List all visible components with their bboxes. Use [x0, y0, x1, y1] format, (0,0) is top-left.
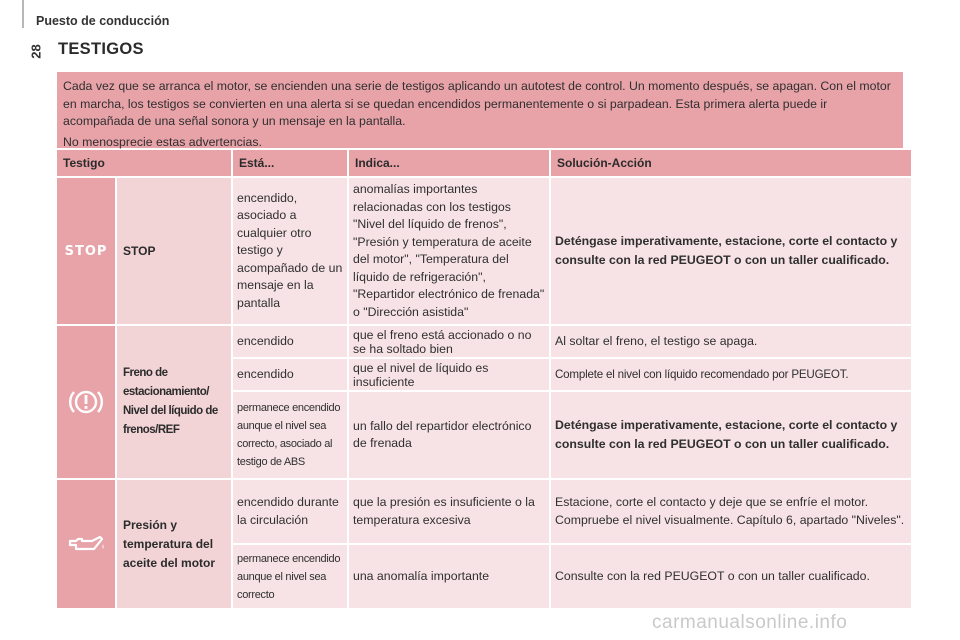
stop-solucion: Deténgase imperativamente, estacione, corte el contacto y consulte con la red PEUGEOT o con un taller cualificado. [551, 178, 911, 324]
oil-row2-indica: una anomalía importante [349, 545, 549, 608]
section-header: Puesto de conducción [36, 14, 170, 28]
brake-row1-solucion: Al soltar el freno, el testigo se apaga. [551, 326, 911, 357]
brake-row2-indica: que el nivel de líquido es insuficiente [349, 359, 549, 390]
oil-can-icon [66, 533, 106, 555]
oil-row1-solucion: Estacione, corte el contacto y deje que se enfríe el motor. Compruebe el nivel visualmente. Capítulo 6, apartado "Niveles". [551, 480, 911, 543]
stop-icon-cell [57, 178, 115, 324]
oil-row1-esta: encendido durante la circulación [233, 480, 347, 543]
intro-box [57, 72, 903, 148]
stop-icon: STOP [64, 243, 108, 259]
brake-warning-icon [68, 387, 104, 417]
brake-row1-esta: encendido [233, 326, 347, 357]
oil-name: Presión y temperatura del aceite del motor [117, 480, 231, 608]
intro-warning: No menosprecie estas advertencias. [63, 134, 262, 149]
page-side-bar [22, 0, 24, 28]
warning-lights-table [57, 150, 903, 603]
page-title: TESTIGOS [58, 40, 144, 58]
oil-row2-solucion: Consulte con la red PEUGEOT o con un taller cualificado. [551, 545, 911, 608]
brake-row3-solucion: Deténgase imperativamente, estacione, corte el contacto y consulte con la red PEUGEOT o con un taller cualificado. [551, 392, 911, 478]
header-indica: Indica... [349, 150, 549, 176]
brake-icon-cell [57, 326, 115, 478]
brake-row3-indica: un fallo del repartidor electrónico de frenada [349, 392, 549, 478]
brake-name: Freno de estacionamiento/ Nivel del líquido de frenos/REF [117, 326, 231, 478]
header-solucion: Solución-Acción [551, 150, 911, 176]
stop-name: STOP [117, 178, 231, 324]
oil-row2-esta: permanece encendido aunque el nivel sea correcto [233, 545, 347, 608]
watermark: carmanualsonline.info [652, 612, 848, 633]
page-number: 28 [28, 44, 44, 59]
brake-row1-indica: que el freno está accionado o no se ha soltado bien [349, 326, 549, 357]
stop-esta: encendido, asociado a cualquier otro testigo y acompañado de un mensaje en la pantalla [233, 178, 347, 324]
oil-row1-indica: que la presión es insuficiente o la temperatura excesiva [349, 480, 549, 543]
header-esta: Está... [233, 150, 347, 176]
brake-row3-esta: permanece encendido aunque el nivel sea correcto, asociado al testigo de ABS [233, 392, 347, 478]
brake-row2-esta: encendido [233, 359, 347, 390]
brake-row2-solucion: Complete el nivel con líquido recomendado por PEUGEOT. [551, 359, 911, 390]
oil-icon-cell [57, 480, 115, 608]
intro-paragraph: Cada vez que se arranca el motor, se encienden una serie de testigos aplicando un autotest de control. Un momento después, se apagan. Con el motor en marcha, los testigos se convierten en una alerta si se quedan encendidos permanentemente o si parpadean. Esta primera alerta puede ir acompañada de una señal sonora y un mensaje en la pantalla. [63, 79, 891, 128]
header-testigo: Testigo [57, 150, 231, 176]
stop-indica: anomalías importantes relacionadas con los testigos "Nivel del líquido de frenos", "Presión y temperatura de aceite del motor", "Temperatura del líquido de refrigeración", "Repartidor electrónico de frenada" o "Dirección asistida" [349, 178, 549, 324]
